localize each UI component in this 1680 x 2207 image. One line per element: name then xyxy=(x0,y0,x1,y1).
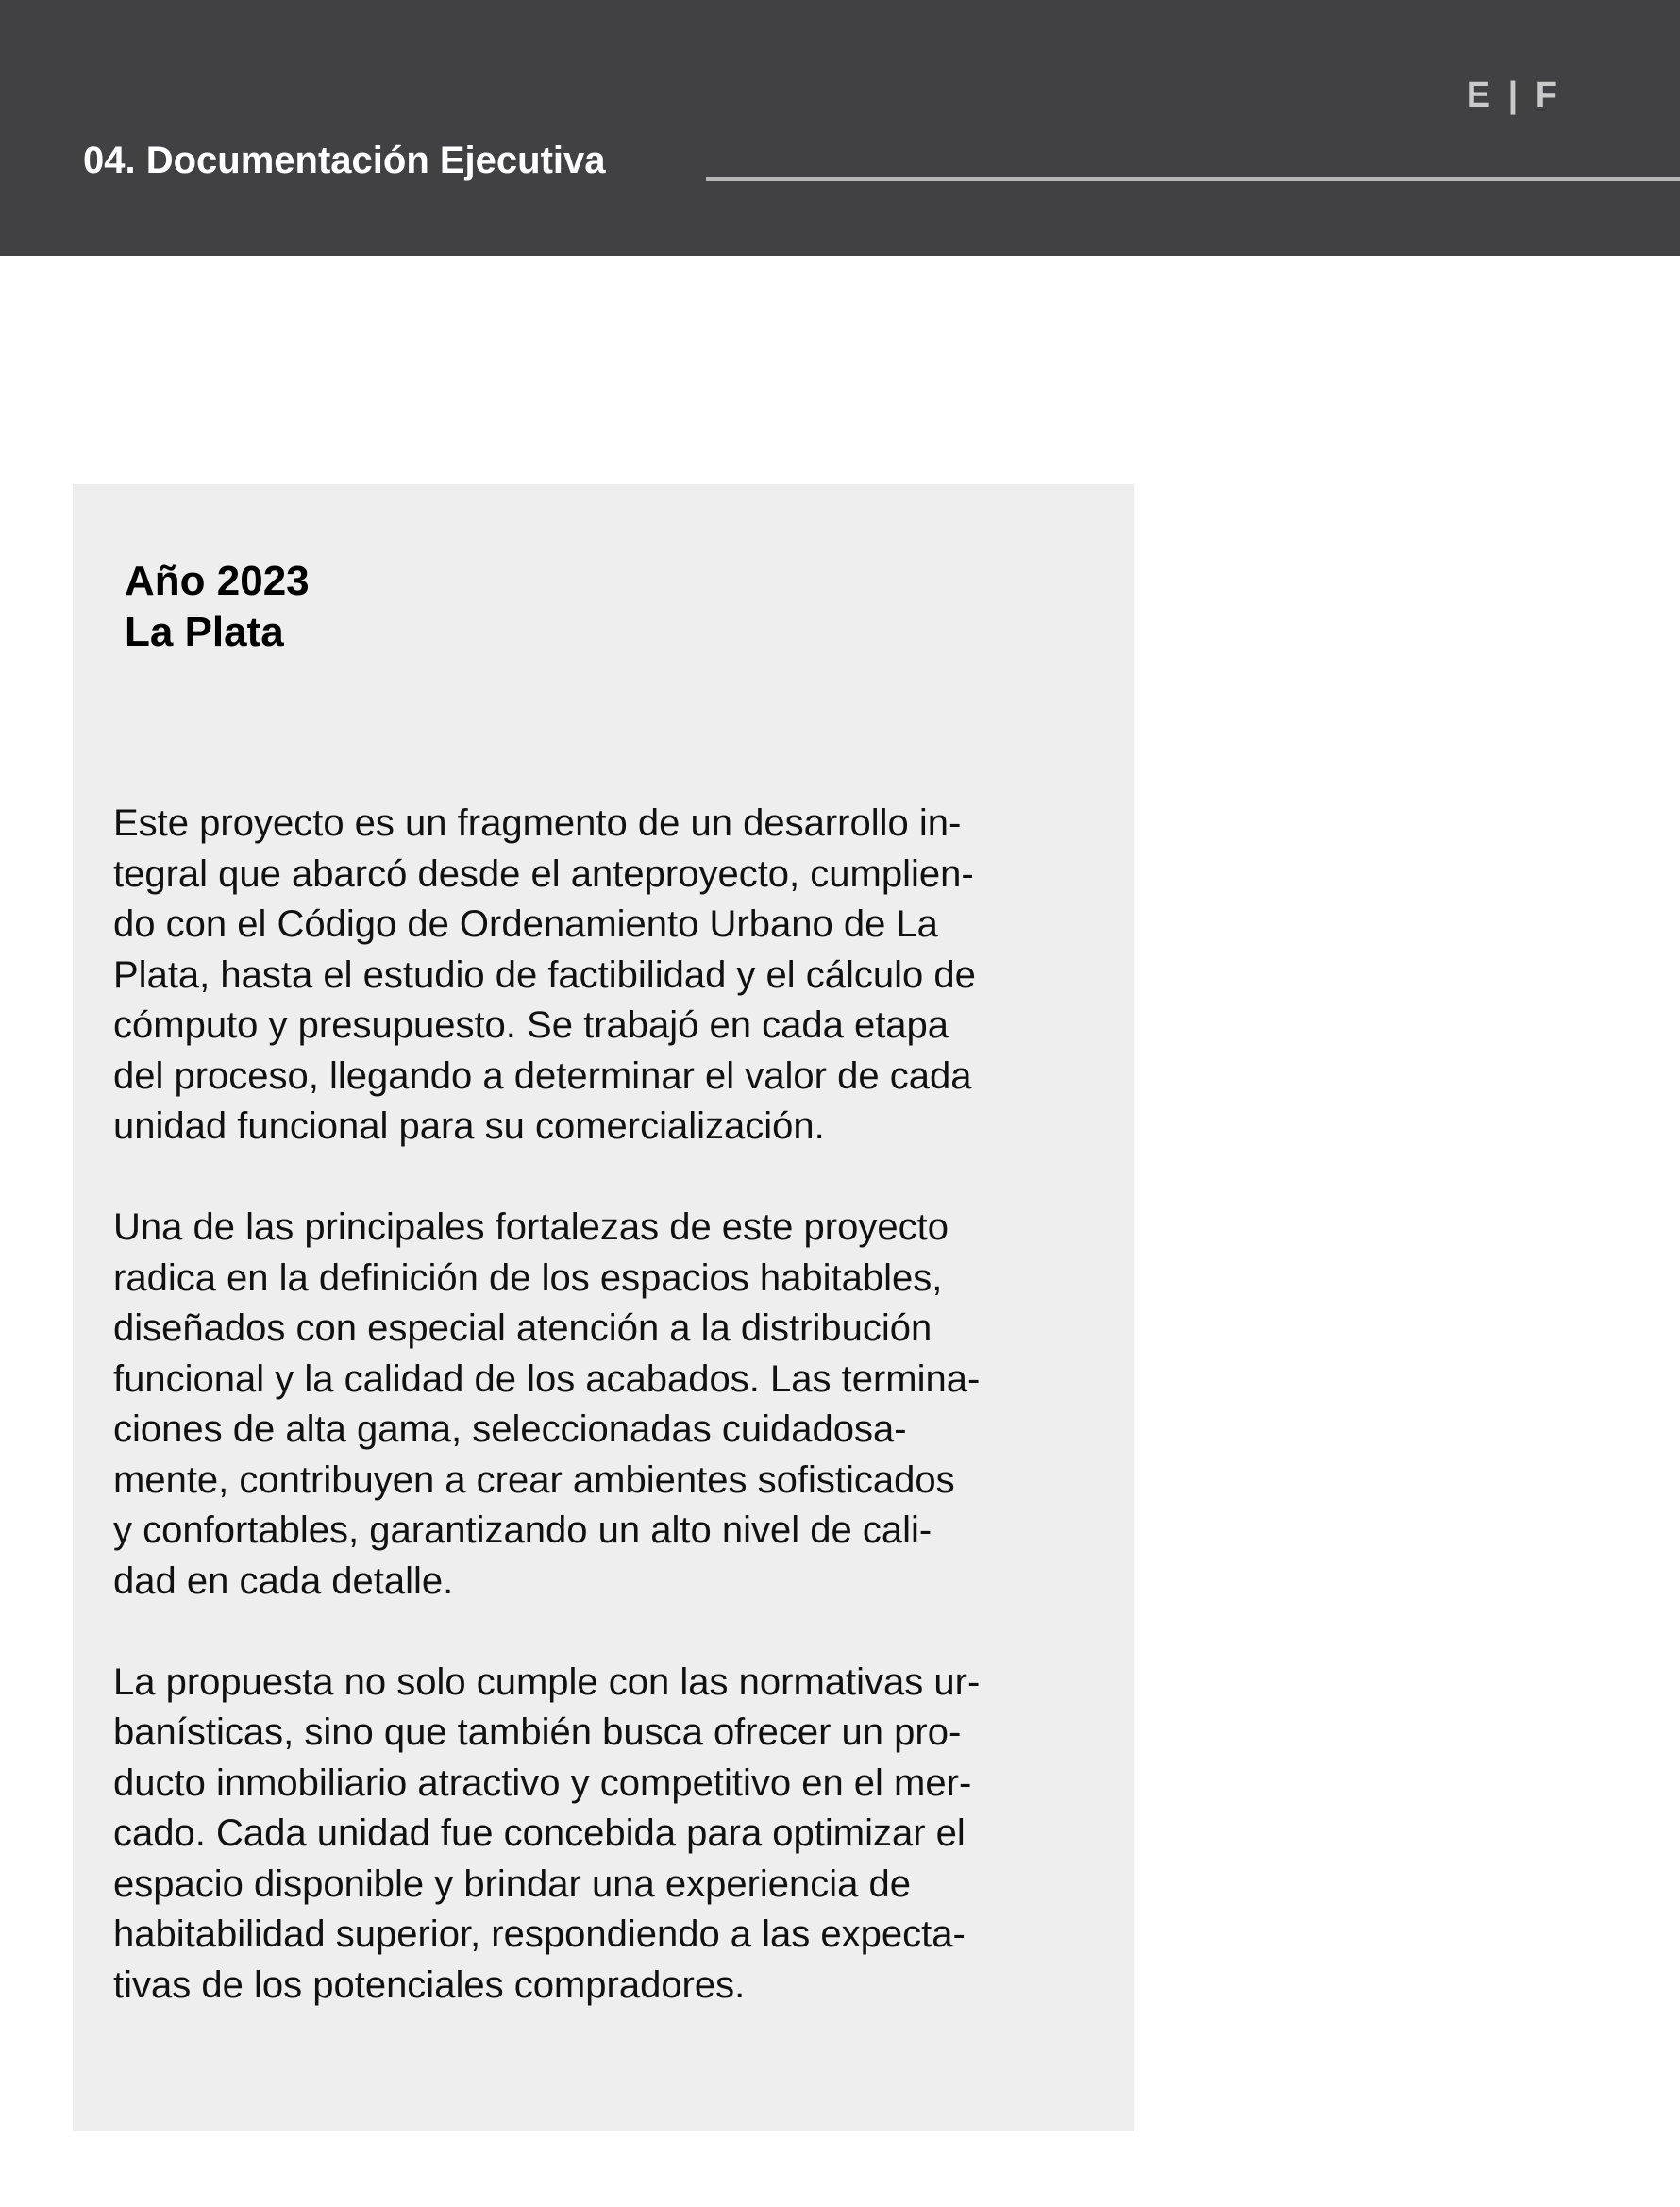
paragraph-3-line-5: espacio disponible y brindar una experiencia de xyxy=(113,1862,911,1905)
paragraph-1-line-1: Este proyecto es un fragmento de un desarrollo in- xyxy=(113,802,962,844)
paragraph-1-line-3: do con el Código de Ordenamiento Urbano de La xyxy=(113,903,938,945)
paragraph-2-line-8: dad en cada detalle. xyxy=(113,1559,454,1602)
project-heading xyxy=(125,556,310,658)
paragraph-3-line-4: cado. Cada unidad fue concebida para optimizar el xyxy=(113,1812,966,1854)
paragraph-1-line-5: cómputo y presupuesto. Se trabajó en cada etapa xyxy=(113,1004,949,1046)
paragraph-3-line-1: La propuesta no solo cumple con las normativas ur- xyxy=(113,1660,981,1703)
paragraph-3-line-6: habitabilidad superior, respondiendo a las expecta- xyxy=(113,1913,966,1955)
project-city: La Plata xyxy=(125,609,284,655)
paragraph-2-line-1: Una de las principales fortalezas de este proyecto xyxy=(113,1206,949,1248)
brand-mark: E | F xyxy=(1466,76,1561,115)
section-title: 04. Documentación Ejecutiva xyxy=(83,140,606,181)
paragraph-3-line-7: tivas de los potenciales compradores. xyxy=(113,1963,746,2006)
header-divider xyxy=(706,177,1680,181)
paragraph-1-line-2: tegral que abarcó desde el anteproyecto, cumplien- xyxy=(113,852,974,895)
paragraph-2-line-3: diseñados con especial atención a la distribución xyxy=(113,1307,932,1349)
paragraph-1 xyxy=(113,799,1095,1153)
paragraph-2-line-5: ciones de alta gama, seleccionadas cuidadosa- xyxy=(113,1408,907,1450)
paragraph-1-line-6: del proceso, llegando a determinar el valor de cada xyxy=(113,1054,972,1097)
paragraph-1-line-7: unidad funcional para su comercialización. xyxy=(113,1105,825,1147)
paragraph-2-line-6: mente, contribuyen a crear ambientes sofisticados xyxy=(113,1458,955,1501)
paragraph-2-line-4: funcional y la calidad de los acabados. Las termina- xyxy=(113,1357,981,1400)
paragraph-2 xyxy=(113,1203,1095,1607)
header-band xyxy=(0,0,1680,256)
paragraph-2-line-2: radica en la definición de los espacios habitables, xyxy=(113,1256,943,1299)
paragraph-3-line-3: ducto inmobiliario atractivo y competitivo en el mer- xyxy=(113,1761,972,1804)
project-info-panel xyxy=(73,484,1134,2131)
project-description xyxy=(113,799,1095,2011)
project-year: Año 2023 xyxy=(125,558,310,604)
paragraph-3 xyxy=(113,1658,1095,2012)
paragraph-2-line-7: y confortables, garantizando un alto nivel de cali- xyxy=(113,1509,932,1551)
paragraph-1-line-4: Plata, hasta el estudio de factibilidad y el cálculo de xyxy=(113,953,976,996)
paragraph-3-line-2: banísticas, sino que también busca ofrecer un pro- xyxy=(113,1711,962,1753)
